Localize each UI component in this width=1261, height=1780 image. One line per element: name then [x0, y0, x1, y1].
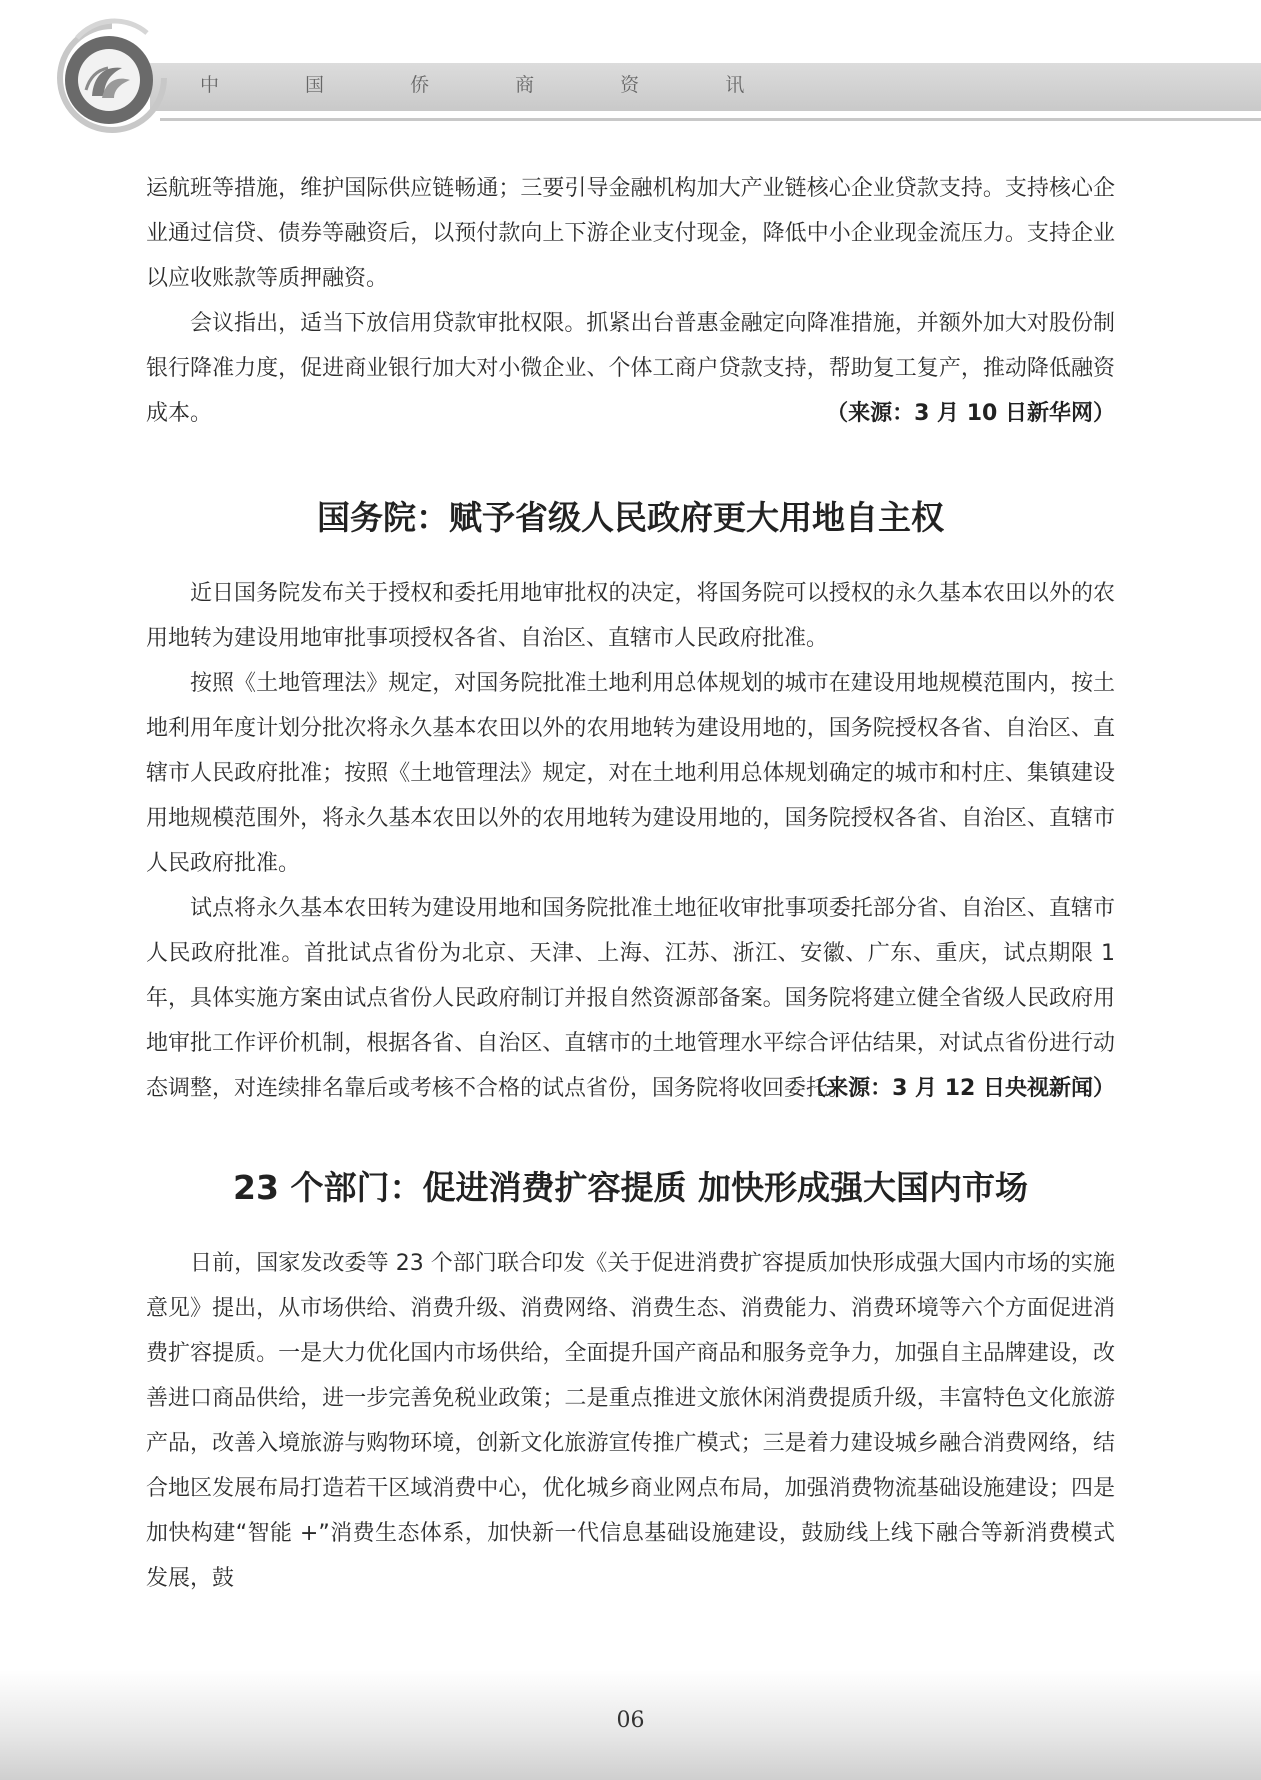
article-paragraph: 按照《土地管理法》规定，对国务院批准土地利用总体规划的城市在建设用地规模范围内，按土地利用年度计划分批次将永久基本农田以外的农用地转为建设用地的，国务院授权各省、自治区、直辖市人民政府批准；按照《土地管理法》规定，对在土地利用总体规划确定的城市和村庄、集镇建设用地规模范围外，将永久基本农田以外的农用地转为建设用地的，国务院授权各省、自治区、直辖市人民政府批准。 — [146, 671, 1115, 876]
logo-icon — [52, 18, 172, 138]
page-content — [146, 166, 1115, 1601]
article-title: 国务院：赋予省级人民政府更大用地自主权 — [317, 498, 944, 537]
header-rule — [160, 118, 1261, 121]
header-title: 中 国 侨 商 资 讯 — [200, 74, 785, 96]
article-paragraph: 试点将永久基本农田转为建设用地和国务院批准土地征收审批事项委托部分省、自治区、直辖市人民政府批准。首批试点省份为北京、天津、上海、江苏、浙江、安徽、广东、重庆，试点期限 1 年，具体实施方案由试点省份人民政府制订并报自然资源部备案。国务院将建立健全省级人民政府用地审批工作评价机制，根据各省、自治区、直辖市的土地管理水平综合评估结果，对试点省份进行动态调整，对连续排名靠后或考核不合格的试点省份，国务院将收回委托。 — [146, 896, 1115, 1101]
intro-paragraph-2: 会议指出，适当下放信用贷款审批权限。抓紧出台普惠金融定向降准措施，并额外加大对股份制银行降准力度，促进商业银行加大对小微企业、个体工商户贷款支持，帮助复工复产，推动降低融资成本。 — [146, 311, 1115, 426]
source-note: （来源：3 月 10 日新华网） — [826, 401, 1115, 426]
article-paragraph: 近日国务院发布关于授权和委托用地审批权的决定，将国务院可以授权的永久基本农田以外的农用地转为建设用地审批事项授权各省、自治区、直辖市人民政府批准。 — [146, 581, 1115, 651]
source-note: （来源：3 月 12 日央视新闻） — [804, 1076, 1115, 1101]
article-title: 23 个部门：促进消费扩容提质 加快形成强大国内市场 — [233, 1168, 1028, 1207]
page-number: 06 — [616, 1708, 645, 1733]
intro-paragraph-1: 运航班等措施，维护国际供应链畅通；三要引导金融机构加大产业链核心企业贷款支持。支持核心企业通过信贷、债券等融资后，以预付款向上下游企业支付现金，降低中小企业现金流压力。支持企业以应收账款等质押融资。 — [146, 176, 1115, 291]
article-paragraph: 日前，国家发改委等 23 个部门联合印发《关于促进消费扩容提质加快形成强大国内市场的实施意见》提出，从市场供给、消费升级、消费网络、消费生态、消费能力、消费环境等六个方面促进消费扩容提质。一是大力优化国内市场供给，全面提升国产商品和服务竞争力，加强自主品牌建设，改善进口商品供给，进一步完善免税业政策；二是重点推进文旅休闲消费提质升级，丰富特色文化旅游产品，改善入境旅游与购物环境，创新文化旅游宣传推广模式；三是着力建设城乡融合消费网络，结合地区发展布局打造若干区域消费中心，优化城乡商业网点布局，加强消费物流基础设施建设；四是加快构建“智能 +”消费生态体系，加快新一代信息基础设施建设，鼓励线上线下融合等新消费模式发展，鼓 — [146, 1251, 1115, 1591]
